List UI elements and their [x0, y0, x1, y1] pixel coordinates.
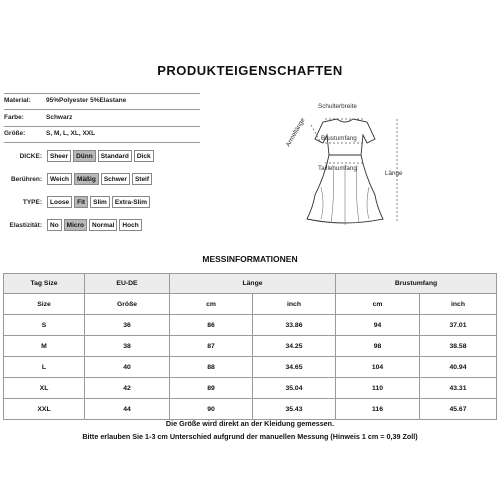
- table-cell: 38: [85, 336, 170, 357]
- subheader-length-inch: inch: [253, 294, 336, 315]
- table-cell: M: [4, 336, 85, 357]
- table-cell: 98: [336, 336, 420, 357]
- table-cell: XXL: [4, 399, 85, 420]
- table-row: [4, 315, 497, 336]
- divider: [4, 109, 200, 110]
- table-cell: 104: [336, 357, 420, 378]
- table-cell: 94: [336, 315, 420, 336]
- elasticity-option-no[interactable]: No: [47, 219, 62, 231]
- page-title: PRODUKTEIGENSCHAFTEN: [157, 63, 343, 78]
- touch-option-moderate[interactable]: Mäßig: [74, 173, 99, 185]
- elasticity-option-high[interactable]: Hoch: [119, 219, 141, 231]
- table-cell: 37.01: [420, 315, 497, 336]
- table-cell: 42: [85, 378, 170, 399]
- table-cell: 90: [170, 399, 253, 420]
- touch-option-stiff[interactable]: Steif: [132, 173, 152, 185]
- material-value: 95%Polyester 5%Elastane: [46, 97, 127, 104]
- type-option-loose[interactable]: Loose: [47, 196, 72, 208]
- size-value: S, M, L, XL, XXL: [46, 130, 96, 137]
- table-cell: XL: [4, 378, 85, 399]
- subheader-size: Size: [4, 294, 85, 315]
- elasticity-option-micro[interactable]: Micro: [64, 219, 87, 231]
- material-label: Material:: [4, 97, 31, 104]
- header-bust: Brustumfang: [336, 274, 497, 294]
- table-cell: 44: [85, 399, 170, 420]
- table-cell: 35.04: [253, 378, 336, 399]
- touch-label: Berühren:: [10, 176, 42, 183]
- color-value: Schwarz: [46, 114, 73, 121]
- size-label: Größe:: [4, 130, 26, 137]
- measurements-title: MESSINFORMATIONEN: [202, 254, 298, 264]
- divider: [4, 93, 200, 94]
- waist-label: Taillenumfang: [318, 165, 357, 172]
- table-cell: S: [4, 315, 85, 336]
- table-cell: 40.94: [420, 357, 497, 378]
- table-cell: 110: [336, 378, 420, 399]
- thickness-label: DICKE:: [19, 153, 42, 160]
- sleeve-label: Armellänge: [285, 116, 307, 148]
- table-cell: 38.58: [420, 336, 497, 357]
- thickness-option-sheer[interactable]: Sheer: [47, 150, 71, 162]
- type-option-fit[interactable]: Fit: [74, 196, 88, 208]
- sleeve-line: [311, 125, 321, 143]
- divider: [4, 126, 200, 127]
- table-row: [4, 378, 497, 399]
- type-label: TYPE:: [22, 199, 42, 206]
- subheader-bust-cm: cm: [336, 294, 420, 315]
- subheader-bust-inch: inch: [420, 294, 497, 315]
- table-header-row: [4, 274, 497, 294]
- table-cell: 86: [170, 315, 253, 336]
- table-row: [4, 336, 497, 357]
- type-option-slim[interactable]: Slim: [90, 196, 110, 208]
- table-cell: 87: [170, 336, 253, 357]
- table-cell: 40: [85, 357, 170, 378]
- table-row: [4, 399, 497, 420]
- dress-folds: [321, 165, 369, 225]
- divider: [4, 142, 200, 143]
- touch-option-heavy[interactable]: Schwer: [101, 173, 130, 185]
- elasticity-option-normal[interactable]: Normal: [89, 219, 117, 231]
- subheader-size-eu: Größe: [85, 294, 170, 315]
- table-cell: 89: [170, 378, 253, 399]
- elasticity-options: [47, 219, 142, 231]
- footnote-measured: Die Größe wird direkt an der Kleidung gemessen.: [165, 419, 335, 428]
- table-row: [4, 357, 497, 378]
- table-cell: 34.25: [253, 336, 336, 357]
- table-cell: 45.67: [420, 399, 497, 420]
- type-options: [47, 196, 150, 208]
- table-cell: 33.86: [253, 315, 336, 336]
- header-length: Länge: [170, 274, 336, 294]
- thickness-option-thin[interactable]: Dünn: [73, 150, 96, 162]
- table-cell: L: [4, 357, 85, 378]
- table-cell: 116: [336, 399, 420, 420]
- header-eu-de: EU-DE: [85, 274, 170, 294]
- touch-options: [47, 173, 152, 185]
- table-cell: 35.43: [253, 399, 336, 420]
- touch-option-soft[interactable]: Weich: [47, 173, 72, 185]
- elasticity-label: Elastizität:: [9, 222, 42, 229]
- table-subheader-row: [4, 294, 497, 315]
- thickness-options: [47, 150, 154, 162]
- table-cell: 36: [85, 315, 170, 336]
- dress-diagram: [285, 95, 420, 235]
- size-table: [3, 273, 497, 420]
- table-cell: 43.31: [420, 378, 497, 399]
- shoulder-label: Schulterbreite: [318, 103, 357, 110]
- color-label: Farbe:: [4, 114, 24, 121]
- type-option-extra-slim[interactable]: Extra-Slim: [112, 196, 150, 208]
- thickness-option-thick[interactable]: Dick: [134, 150, 154, 162]
- bust-label: Brustumfang: [321, 135, 357, 142]
- header-tag-size: Tag Size: [4, 274, 85, 294]
- table-cell: 88: [170, 357, 253, 378]
- footnote-tolerance: Bitte erlauben Sie 1-3 cm Unterschied aufgrund der manuellen Messung (Hinweis 1 cm = 0,39 Zoll): [82, 432, 418, 441]
- table-cell: 34.65: [253, 357, 336, 378]
- length-label: Länge: [385, 170, 403, 177]
- subheader-length-cm: cm: [170, 294, 253, 315]
- thickness-option-standard[interactable]: Standard: [98, 150, 132, 162]
